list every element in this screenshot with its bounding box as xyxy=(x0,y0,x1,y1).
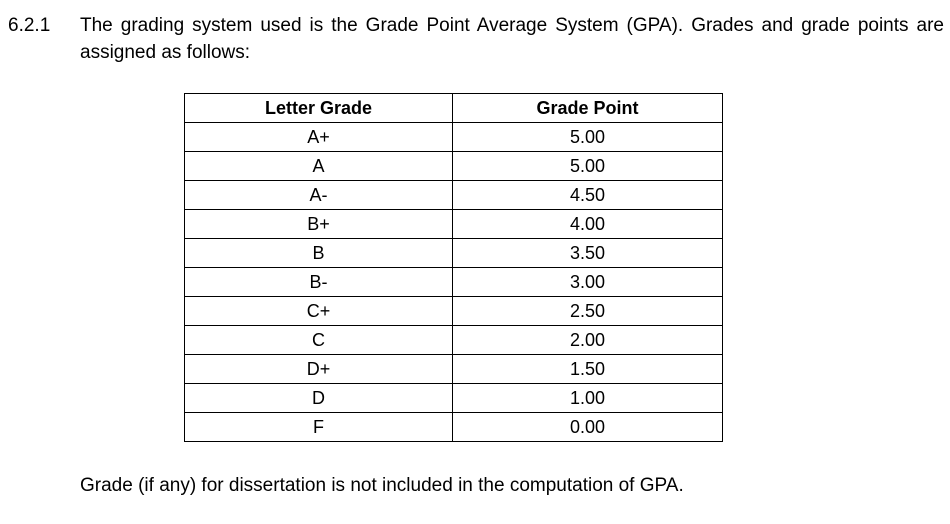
grade-point-cell: 5.00 xyxy=(453,152,723,181)
dissertation-note: Grade (if any) for dissertation is not included in the computation of GPA. xyxy=(80,475,684,496)
grade-point-cell: 2.50 xyxy=(453,297,723,326)
letter-grade-cell: A- xyxy=(185,181,453,210)
grade-point-cell: 1.00 xyxy=(453,384,723,413)
table-row xyxy=(185,123,723,152)
grade-point-cell: 5.00 xyxy=(453,123,723,152)
letter-grade-cell: B xyxy=(185,239,453,268)
table-row xyxy=(185,326,723,355)
letter-grade-cell: B- xyxy=(185,268,453,297)
letter-grade-cell: A xyxy=(185,152,453,181)
grade-point-cell: 1.50 xyxy=(453,355,723,384)
letter-grade-cell: D+ xyxy=(185,355,453,384)
letter-grade-cell: C xyxy=(185,326,453,355)
table-row xyxy=(185,210,723,239)
table-row xyxy=(185,152,723,181)
table-row xyxy=(185,413,723,442)
table-row xyxy=(185,355,723,384)
letter-grade-cell: F xyxy=(185,413,453,442)
table-row xyxy=(185,384,723,413)
section-number: 6.2.1 xyxy=(8,15,51,36)
grade-point-cell: 0.00 xyxy=(453,413,723,442)
header-letter-grade: Letter Grade xyxy=(185,94,453,123)
table-header-row xyxy=(185,94,723,123)
grade-point-cell: 4.00 xyxy=(453,210,723,239)
table-row xyxy=(185,268,723,297)
table-row xyxy=(185,239,723,268)
grade-point-cell: 3.00 xyxy=(453,268,723,297)
grade-table xyxy=(184,93,723,442)
grade-point-cell: 2.00 xyxy=(453,326,723,355)
grade-point-cell: 4.50 xyxy=(453,181,723,210)
table-row xyxy=(185,181,723,210)
letter-grade-cell: B+ xyxy=(185,210,453,239)
table-row xyxy=(185,297,723,326)
letter-grade-cell: C+ xyxy=(185,297,453,326)
grade-point-cell: 3.50 xyxy=(453,239,723,268)
section-paragraph: The grading system used is the Grade Point Average System (GPA). Grades and grade points are assigned as follows: xyxy=(80,15,944,63)
letter-grade-cell: A+ xyxy=(185,123,453,152)
header-grade-point: Grade Point xyxy=(453,94,723,123)
letter-grade-cell: D xyxy=(185,384,453,413)
